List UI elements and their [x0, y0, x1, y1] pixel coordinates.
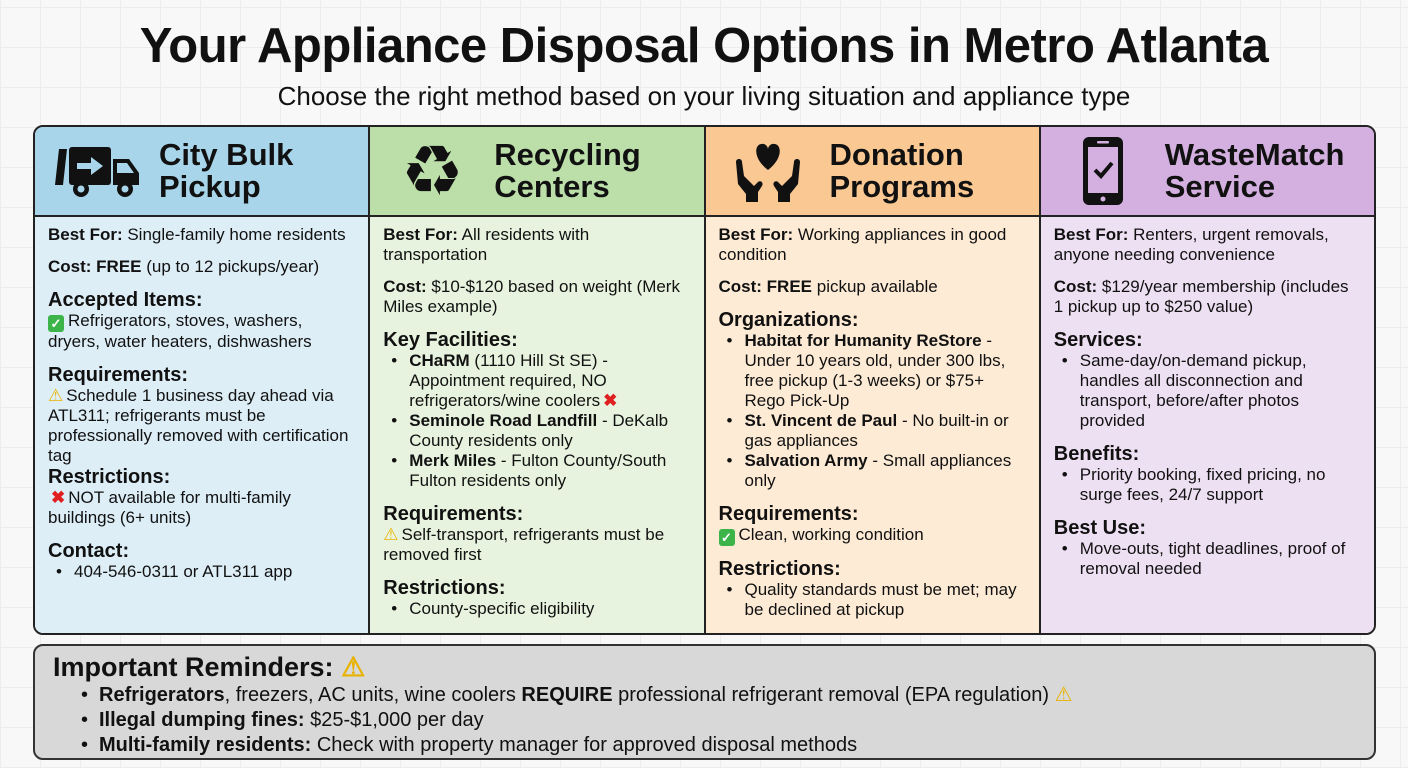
- reminder-bold: Illegal dumping fines:: [99, 709, 305, 731]
- item-text: - Fulton County/South Fulton residents only: [409, 451, 667, 490]
- section-label: Cost:: [383, 277, 427, 296]
- list-item: [727, 331, 1027, 411]
- page-subtitle: Choose the right method based on your living situation and appliance type: [277, 81, 1131, 111]
- item-bold: Habitat for Humanity ReStore: [744, 331, 982, 350]
- column-body: [706, 217, 1039, 633]
- section-text: Refrigerators, stoves, washers, dryers, water heaters, dishwashers: [48, 311, 312, 351]
- list-item: [391, 351, 691, 411]
- item-text: (1110 Hill St SE) - Appointment required, NO refrigerators/wine coolers: [409, 351, 608, 410]
- list-item: [1062, 351, 1362, 431]
- section-line: [1054, 225, 1362, 265]
- section-heading: Contact:: [48, 540, 130, 562]
- column-title-line: Service: [1164, 169, 1276, 204]
- list-item: [391, 599, 691, 619]
- column-title-line: WasteMatch: [1164, 137, 1345, 172]
- item-bold: Merk Miles: [409, 451, 497, 470]
- item-text: Quality standards must be met; may be declined at pickup: [744, 580, 1017, 619]
- section: [383, 577, 691, 619]
- section-text: (up to 12 pickups/year): [141, 257, 320, 276]
- section-text: NOT available for multi-family buildings (6+ units): [48, 488, 291, 527]
- section-list: [719, 580, 1027, 620]
- section: [719, 309, 1027, 491]
- column-body: [1041, 217, 1374, 633]
- reminders-heading-text: Important Reminders:: [53, 652, 334, 682]
- column-header: [706, 127, 1039, 217]
- section-label: Best For:: [718, 225, 794, 244]
- item-bold: CHaRM: [409, 351, 470, 370]
- list-item: [1062, 465, 1362, 505]
- column-title: [1165, 139, 1345, 203]
- section-heading: Organizations:: [718, 309, 859, 331]
- section-text: Renters, urgent removals, anyone needing convenience: [1053, 225, 1329, 264]
- section-text-line: [383, 525, 691, 565]
- list-item: [1062, 539, 1362, 579]
- reminder-text: , freezers, AC units, wine coolers: [224, 684, 522, 706]
- item-text: Priority booking, fixed pricing, no surge fees, 24/7 support: [1079, 465, 1326, 504]
- item-text: Same-day/on-demand pickup, handles all disconnection and transport, before/after photos provided: [1079, 351, 1307, 430]
- reminders-heading: [53, 651, 1356, 683]
- reminder-text: Check with property manager for approved disposal methods: [311, 734, 858, 756]
- section-strong: FREE: [761, 277, 813, 296]
- section: [719, 503, 1027, 546]
- warning-icon: ⚠: [383, 525, 399, 544]
- reminder-bold: Multi-family residents:: [99, 734, 312, 756]
- section-text-line: [48, 311, 356, 352]
- section: [48, 225, 356, 245]
- list-item: [727, 451, 1027, 491]
- section: [719, 225, 1027, 265]
- section: [383, 329, 691, 491]
- section: [719, 558, 1027, 620]
- section-line: [48, 225, 356, 245]
- reminder-item: [81, 733, 1356, 758]
- section-heading: Best Use:: [1053, 517, 1147, 539]
- section: [48, 466, 356, 528]
- section-list: [383, 599, 691, 619]
- column-header: [1041, 127, 1374, 217]
- section-text: All residents with transportation: [383, 225, 590, 264]
- option-column-recycling-centers: [370, 127, 705, 633]
- section-heading: Requirements:: [718, 503, 859, 525]
- section-line: [48, 257, 356, 277]
- check-icon: ✓: [719, 529, 735, 546]
- section-line: [719, 277, 1027, 297]
- section-text-line: [48, 488, 356, 528]
- section-list: [1054, 351, 1362, 431]
- section-list: [48, 562, 356, 582]
- option-column-city-bulk-pickup: [35, 127, 370, 633]
- section-list: [1054, 465, 1362, 505]
- item-text: - Small appliances only: [744, 451, 1012, 490]
- warning-icon: ⚠: [48, 386, 64, 405]
- option-column-wastematch-service: [1041, 127, 1374, 633]
- section-label: Cost:: [48, 257, 92, 276]
- list-item: [56, 562, 356, 582]
- item-text: - Under 10 years old, under 300 lbs, free pickup (1-3 weeks) or $75+ Rego Pick-Up: [744, 331, 1006, 410]
- section-heading: Restrictions:: [718, 558, 841, 580]
- item-bold: Seminole Road Landfill: [409, 411, 598, 430]
- important-reminders: [33, 644, 1376, 760]
- item-text: - No built-in or gas appliances: [744, 411, 1009, 450]
- section-list: [719, 331, 1027, 491]
- section-text: Single-family home residents: [122, 225, 346, 244]
- section-label: Cost:: [718, 277, 762, 296]
- reminder-text: professional refrigerant removal (EPA regulation): [612, 684, 1050, 706]
- section-text-line: [48, 386, 356, 466]
- column-title-line: Centers: [494, 169, 610, 204]
- section-heading: Requirements:: [383, 503, 524, 525]
- phone-check-icon: [1057, 135, 1149, 207]
- reminder-text: $25-$1,000 per day: [304, 709, 484, 731]
- section: [48, 540, 356, 582]
- section-text: $10-$120 based on weight (Merk Miles example): [383, 277, 680, 316]
- section: [48, 364, 356, 466]
- section-label: Best For:: [383, 225, 458, 244]
- hands-heart-icon: [722, 135, 814, 207]
- column-title-line: City Bulk: [159, 137, 294, 172]
- section: [1054, 517, 1362, 579]
- list-item: [391, 411, 691, 451]
- column-title: [494, 139, 640, 203]
- warning-icon: ⚠: [1054, 684, 1073, 706]
- section-heading: Restrictions:: [383, 577, 506, 599]
- section-text-line: [719, 525, 1027, 546]
- section-label: Best For:: [1053, 225, 1129, 244]
- column-body: [370, 217, 703, 633]
- section-list: [383, 351, 691, 491]
- column-title-line: Pickup: [159, 169, 261, 204]
- item-text: 404-546-0311 or ATL311 app: [74, 562, 293, 581]
- column-header: [370, 127, 703, 217]
- section-heading: Key Facilities:: [383, 329, 518, 351]
- section: [719, 277, 1027, 297]
- check-icon: ✓: [48, 315, 64, 332]
- section: [1054, 277, 1362, 317]
- section: [383, 225, 691, 265]
- recycle-icon: ♻: [400, 130, 464, 212]
- reminders-list: [53, 683, 1356, 758]
- cross-icon: ✖: [51, 488, 66, 507]
- options-grid: [33, 125, 1376, 635]
- list-item: [391, 451, 691, 491]
- section-line: [1054, 277, 1362, 317]
- section-text: Schedule 1 business day ahead via ATL311; refrigerants must be professionally removed with certification tag: [48, 386, 349, 465]
- section-line: [383, 225, 691, 265]
- column-title: [159, 139, 293, 203]
- section: [1054, 225, 1362, 265]
- list-item: [727, 411, 1027, 451]
- column-body: [35, 217, 368, 633]
- section-heading: Benefits:: [1053, 443, 1140, 465]
- section: [383, 503, 691, 565]
- section-heading: Restrictions:: [48, 466, 171, 488]
- section-heading: Services:: [1053, 329, 1143, 351]
- section-heading: Accepted Items:: [48, 289, 203, 311]
- section-list: [1054, 539, 1362, 579]
- column-header: [35, 127, 368, 217]
- section-text: Self-transport, refrigerants must be removed first: [383, 525, 665, 564]
- section: [1054, 443, 1362, 505]
- section-text: Clean, working condition: [738, 525, 924, 544]
- section-text: pickup available: [812, 277, 938, 296]
- warning-icon: ⚠: [341, 652, 366, 682]
- section: [383, 277, 691, 317]
- section-line: [719, 225, 1027, 265]
- column-title: [830, 139, 975, 203]
- page-title: Your Appliance Disposal Options in Metro Atlanta: [139, 19, 1269, 73]
- column-title-line: Donation: [829, 137, 964, 172]
- section-strong: FREE: [91, 257, 142, 276]
- item-text: - DeKalb County residents only: [409, 411, 669, 450]
- reminder-item: [81, 708, 1356, 733]
- item-text: Move-outs, tight deadlines, proof of removal needed: [1079, 539, 1346, 578]
- section-label: Best For:: [48, 225, 123, 244]
- section: [48, 289, 356, 352]
- section-text: $129/year membership (includes 1 pickup up to $250 value): [1053, 277, 1349, 316]
- reminder-item: [81, 683, 1356, 708]
- section-text: Working appliances in good condition: [718, 225, 1007, 264]
- list-item: [727, 580, 1027, 620]
- reminder-bold: REQUIRE: [521, 684, 613, 706]
- cross-icon: ✖: [603, 391, 618, 410]
- item-bold: Salvation Army: [744, 451, 868, 470]
- column-title-line: Recycling: [494, 137, 641, 172]
- section-label: Cost:: [1053, 277, 1098, 296]
- reminder-bold: Refrigerators: [99, 684, 225, 706]
- column-title-line: Programs: [829, 169, 975, 204]
- section-heading: Requirements:: [48, 364, 189, 386]
- truck-icon: [51, 135, 143, 207]
- item-bold: St. Vincent de Paul: [744, 411, 898, 430]
- section-line: [383, 277, 691, 317]
- section: [1054, 329, 1362, 431]
- section: [48, 257, 356, 277]
- option-column-donation-programs: [706, 127, 1041, 633]
- item-text: County-specific eligibility: [409, 599, 595, 618]
